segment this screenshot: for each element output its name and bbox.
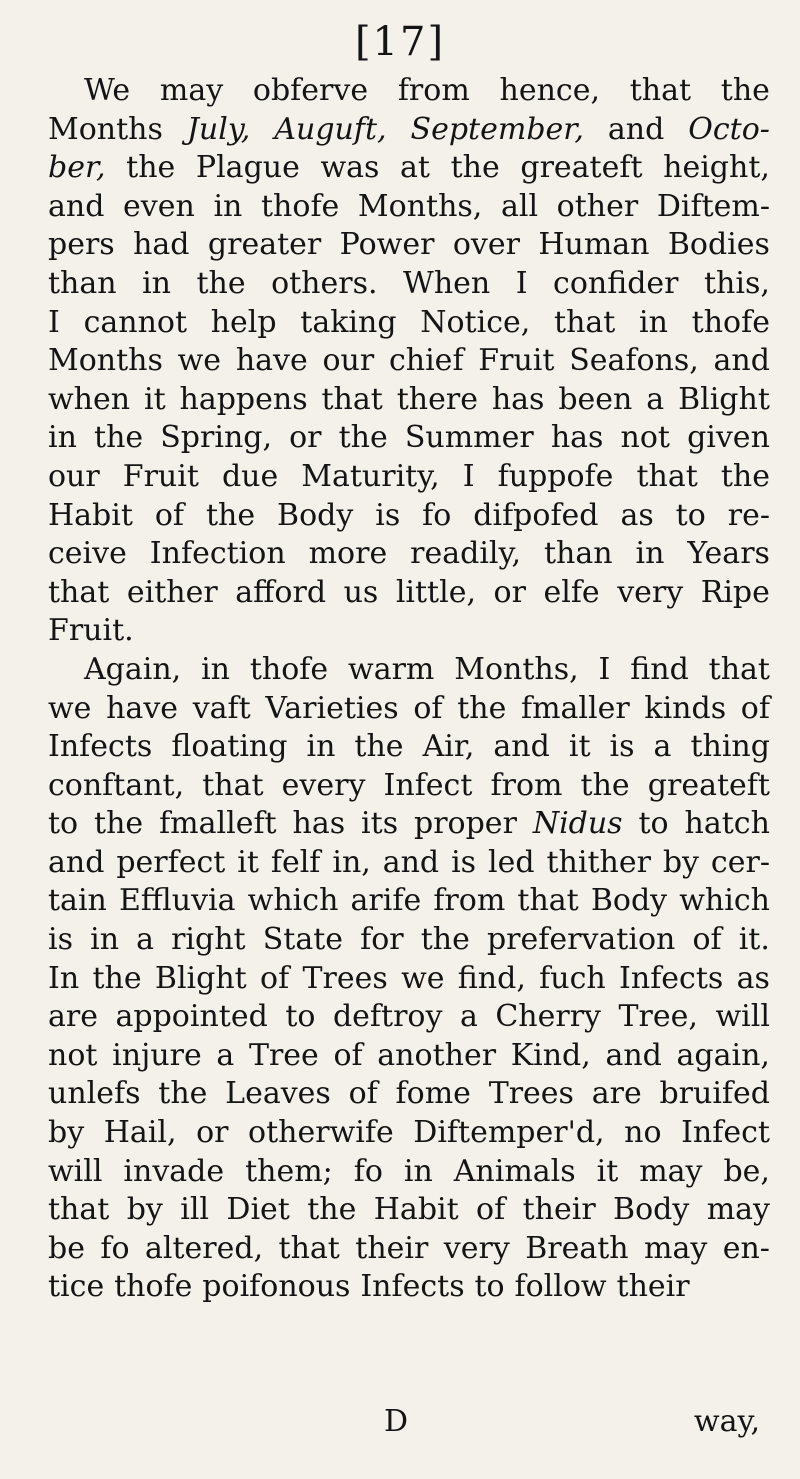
word: thofe <box>249 651 329 687</box>
word: fo <box>422 497 452 533</box>
word: in <box>635 536 665 572</box>
word: Months, <box>357 188 483 224</box>
word: in <box>639 304 668 340</box>
word: of <box>740 690 770 726</box>
word: the <box>580 767 630 803</box>
word: greateft <box>520 150 643 186</box>
word: In <box>48 960 80 996</box>
text-line <box>48 111 770 150</box>
word: its <box>361 806 399 842</box>
word: the <box>450 150 500 186</box>
word: Effluvia <box>118 883 236 919</box>
word: invade <box>123 1153 225 1189</box>
word: fuppofe <box>497 458 614 494</box>
word: Auguft, <box>274 111 387 147</box>
page-number: [17] <box>354 19 446 65</box>
text-line <box>48 72 770 111</box>
word: Months <box>48 111 163 147</box>
word: which <box>247 883 339 919</box>
word: Body <box>590 883 668 919</box>
word: more <box>308 536 388 572</box>
word: right <box>171 922 246 958</box>
text-line <box>48 690 770 729</box>
word: and <box>493 729 550 765</box>
word: a <box>646 381 665 417</box>
word: has <box>491 381 545 417</box>
word: may <box>159 73 224 108</box>
word: Leaves <box>225 1076 331 1112</box>
word: others. <box>271 265 378 301</box>
word: I <box>48 304 60 340</box>
word: Diftem- <box>656 188 770 224</box>
word: their <box>616 1269 690 1305</box>
word: Diftemper'd, <box>413 1115 605 1151</box>
word: when <box>48 381 131 417</box>
text-line <box>48 535 770 574</box>
word: the <box>457 690 507 726</box>
word: it <box>237 844 259 880</box>
word: thither <box>546 844 651 880</box>
text-line <box>48 612 770 651</box>
word: led <box>487 844 535 880</box>
word: fmalleft <box>159 806 277 842</box>
word: appointed <box>115 999 268 1035</box>
word: that <box>48 574 110 610</box>
word: their <box>522 1192 596 1228</box>
word: by <box>48 1115 85 1151</box>
word: thofe <box>114 1269 193 1305</box>
word: tice <box>48 1269 105 1305</box>
word: Kind, <box>510 1037 591 1073</box>
word: at <box>400 150 430 186</box>
word: that <box>202 767 264 803</box>
word: by <box>126 1192 163 1228</box>
word: Months, <box>454 651 579 687</box>
word: re- <box>727 497 770 533</box>
word: otherwife <box>248 1115 394 1151</box>
word: Animals <box>453 1153 576 1189</box>
word: Fruit <box>122 458 199 494</box>
word: will <box>715 999 770 1035</box>
word: this, <box>704 265 770 301</box>
word: ill <box>180 1192 210 1228</box>
word: and <box>382 844 440 880</box>
word: to <box>474 1269 505 1305</box>
word: our <box>322 343 375 379</box>
text-line <box>48 1037 770 1076</box>
word: unlefs <box>48 1076 141 1112</box>
word: that <box>517 883 579 919</box>
word: Hail, <box>103 1115 177 1151</box>
word: that <box>321 381 383 417</box>
text-line <box>48 728 770 767</box>
word: warm <box>348 651 435 687</box>
body-text <box>48 72 770 1307</box>
word: the <box>307 1192 357 1228</box>
word: arife <box>350 883 422 919</box>
word: fo <box>100 1230 130 1266</box>
word: given <box>687 420 770 456</box>
text-line <box>48 1230 770 1269</box>
word: and <box>48 844 105 880</box>
word: fuch <box>539 960 606 996</box>
word: Fruit. <box>48 613 134 649</box>
word: from <box>433 883 506 919</box>
word: bruifed <box>659 1076 770 1112</box>
word: Again, <box>84 651 182 687</box>
word: in <box>403 1153 433 1189</box>
text-line <box>48 1268 770 1307</box>
word: be <box>48 1230 85 1266</box>
word: or <box>289 420 322 456</box>
word: hence, <box>499 73 600 108</box>
word: height, <box>663 150 770 186</box>
word: little, <box>395 574 476 610</box>
word: Plague <box>195 150 300 186</box>
word: of <box>476 1192 506 1228</box>
text-line <box>48 651 770 690</box>
word: the <box>720 458 770 494</box>
word: and <box>607 111 665 147</box>
word: ber, <box>48 150 106 186</box>
word: en- <box>722 1230 770 1266</box>
word: has <box>292 806 346 842</box>
word: over <box>452 227 520 263</box>
text-line <box>48 419 770 458</box>
word: or <box>493 574 526 610</box>
word: in <box>213 188 243 224</box>
word: chief <box>388 343 464 379</box>
word: of <box>413 690 443 726</box>
word: that <box>636 458 698 494</box>
word: the <box>205 497 256 533</box>
word: every <box>281 767 366 803</box>
word: greater <box>207 227 322 263</box>
word: proper <box>414 806 517 842</box>
word: Years <box>687 536 770 572</box>
word: When <box>403 265 491 301</box>
word: it <box>568 729 591 765</box>
word: another <box>377 1037 497 1073</box>
word: other <box>556 188 639 224</box>
word: that <box>278 1230 340 1266</box>
text-line <box>48 149 770 188</box>
text-line <box>48 1114 770 1153</box>
word: it <box>596 1153 619 1189</box>
word: been <box>558 381 633 417</box>
word: Infects <box>48 729 153 765</box>
word: a <box>216 1037 235 1073</box>
word: follow <box>514 1269 607 1305</box>
word: perfect <box>116 844 226 880</box>
word: Body <box>277 497 354 533</box>
word: fo <box>353 1153 383 1189</box>
word: Diet <box>226 1192 290 1228</box>
word: poifonous <box>202 1269 351 1305</box>
word: obferve <box>252 73 369 108</box>
word: that <box>708 651 770 687</box>
word: cer- <box>710 844 770 880</box>
word: no <box>624 1115 662 1151</box>
word: thofe <box>691 304 770 340</box>
word: it. <box>738 922 770 958</box>
word: be, <box>723 1153 770 1189</box>
text-line <box>48 188 770 227</box>
word: very <box>617 574 684 610</box>
word: Trees <box>488 1076 574 1112</box>
word: or <box>196 1115 229 1151</box>
word: is <box>375 497 401 533</box>
word: Summer <box>404 420 534 456</box>
word: Cherry <box>495 999 602 1035</box>
text-line <box>48 805 770 844</box>
word: as <box>620 497 654 533</box>
word: is <box>451 844 477 880</box>
word: have <box>106 690 179 726</box>
word: Fruit <box>478 343 555 379</box>
word: September, <box>410 111 584 147</box>
text-line <box>48 921 770 960</box>
word: Blight <box>678 381 770 417</box>
word: again, <box>676 1037 770 1073</box>
word: help <box>210 304 277 340</box>
word: have <box>235 343 308 379</box>
word: Seafons, <box>569 343 699 379</box>
word: them; <box>245 1153 333 1189</box>
word: afford <box>235 574 327 610</box>
word: conftant, <box>48 767 185 803</box>
word: thing <box>690 729 770 765</box>
word: Ripe <box>700 574 770 610</box>
word: tain <box>48 883 107 919</box>
word: we <box>48 690 92 726</box>
word: may <box>706 1192 770 1228</box>
word: Habit <box>373 1192 459 1228</box>
word: had <box>133 227 190 263</box>
word: elfe <box>543 574 600 610</box>
word: Nidus <box>532 806 623 842</box>
word: find <box>630 651 689 687</box>
word: a <box>459 999 478 1035</box>
word: confider <box>553 265 679 301</box>
word: Habit <box>48 497 133 533</box>
word: that <box>48 1192 110 1228</box>
word: it <box>143 381 166 417</box>
word: in <box>48 420 77 456</box>
word: to <box>675 497 706 533</box>
word: Breath <box>525 1230 629 1266</box>
word: Air, <box>422 729 475 765</box>
word: of <box>692 922 722 958</box>
word: their <box>355 1230 429 1266</box>
word: in <box>142 265 171 301</box>
word: I <box>462 458 475 494</box>
word: that <box>554 304 616 340</box>
word: deftroy <box>332 999 443 1035</box>
word: greateft <box>647 767 770 803</box>
word: was <box>320 150 380 186</box>
word: not <box>620 420 670 456</box>
word: taking <box>300 304 397 340</box>
text-line <box>48 497 770 536</box>
word: State <box>262 922 344 958</box>
word: of <box>260 960 290 996</box>
word: the <box>354 729 404 765</box>
word: I <box>598 651 611 687</box>
word: to <box>48 806 79 842</box>
word: find, <box>457 960 526 996</box>
word: Trees <box>302 960 388 996</box>
word: very <box>443 1230 510 1266</box>
word: kinds <box>644 690 727 726</box>
text-line <box>48 1191 770 1230</box>
word: which <box>679 883 770 919</box>
word: Infects <box>619 960 724 996</box>
word: the <box>720 73 770 108</box>
word: are <box>48 999 98 1035</box>
word: by <box>662 844 699 880</box>
word: our <box>48 458 100 494</box>
word: and <box>713 343 770 379</box>
text-line <box>48 304 770 343</box>
word: for <box>360 922 404 958</box>
word: a <box>653 729 672 765</box>
word: may <box>644 1230 708 1266</box>
text-line <box>48 342 770 381</box>
text-line <box>48 844 770 883</box>
word: than <box>48 265 117 301</box>
word: happens <box>179 381 308 417</box>
text-line <box>48 574 770 613</box>
word: readily, <box>410 536 522 572</box>
word: Maturity, <box>301 458 440 494</box>
word: that <box>629 73 692 108</box>
text-line <box>48 1153 770 1192</box>
word: there <box>396 381 478 417</box>
word: we <box>177 343 222 379</box>
word: are <box>591 1076 642 1112</box>
word: the <box>126 150 176 186</box>
word: Infects <box>360 1269 465 1305</box>
word: Power <box>339 227 435 263</box>
word: Octo- <box>688 111 770 147</box>
word: in, <box>332 844 371 880</box>
word: cannot <box>83 304 188 340</box>
word: thofe <box>261 188 340 224</box>
word: floating <box>171 729 288 765</box>
word: not <box>48 1037 98 1073</box>
text-line <box>48 767 770 806</box>
word: and <box>605 1037 662 1073</box>
word: Body <box>613 1192 690 1228</box>
signature-mark: D <box>384 1404 409 1439</box>
word: We <box>84 73 131 108</box>
word: the <box>92 960 142 996</box>
word: felf <box>270 844 321 880</box>
word: Infection <box>149 536 286 572</box>
word: Notice, <box>420 304 531 340</box>
catchword: way, <box>693 1404 760 1439</box>
page-footer <box>0 1402 800 1442</box>
word: July, <box>186 111 251 147</box>
word: Infect <box>383 767 473 803</box>
word: ceive <box>48 536 127 572</box>
word: even <box>123 188 195 224</box>
word: I <box>515 265 528 301</box>
word: difpofed <box>473 497 599 533</box>
word: fmaller <box>521 690 630 726</box>
word: injure <box>112 1037 202 1073</box>
word: due <box>221 458 279 494</box>
word: to <box>638 806 669 842</box>
word: Spring, <box>160 420 273 456</box>
word: of <box>333 1037 363 1073</box>
word: in <box>90 922 120 958</box>
text-line <box>48 381 770 420</box>
text-line <box>48 882 770 921</box>
word: Human <box>538 227 650 263</box>
word: the <box>158 1076 208 1112</box>
word: will <box>48 1153 103 1189</box>
word: the <box>196 265 246 301</box>
text-line <box>48 998 770 1037</box>
word: hatch <box>684 806 770 842</box>
word: Tree, <box>618 999 698 1035</box>
word: is <box>609 729 635 765</box>
word: of <box>348 1076 378 1112</box>
word: Bodies <box>667 227 770 263</box>
word: pers <box>48 227 115 263</box>
word: altered, <box>144 1230 264 1266</box>
word: the <box>94 420 144 456</box>
text-line <box>48 458 770 497</box>
text-line <box>48 265 770 304</box>
word: is <box>48 922 73 958</box>
text-line <box>48 1075 770 1114</box>
word: and <box>48 188 105 224</box>
word: from <box>397 73 470 108</box>
word: to <box>285 999 316 1035</box>
word: us <box>343 574 379 610</box>
word: than <box>543 536 613 572</box>
word: from <box>490 767 563 803</box>
word: we <box>401 960 445 996</box>
word: vaft <box>192 690 251 726</box>
word: of <box>154 497 185 533</box>
word: may <box>639 1153 703 1189</box>
word: the <box>420 922 470 958</box>
word: all <box>500 188 539 224</box>
word: Varieties <box>265 690 399 726</box>
text-line <box>48 226 770 265</box>
word: the <box>94 806 144 842</box>
word: Blight <box>154 960 247 996</box>
word: in <box>306 729 336 765</box>
word: a <box>136 922 154 958</box>
word: the <box>338 420 388 456</box>
word: in <box>201 651 230 687</box>
word: Tree <box>248 1037 319 1073</box>
word: either <box>126 574 218 610</box>
word: prefervation <box>486 922 676 958</box>
word: Months <box>48 343 163 379</box>
text-line <box>48 960 770 999</box>
word: Infect <box>681 1115 770 1151</box>
word: fome <box>395 1076 471 1112</box>
word: as <box>736 960 770 996</box>
word: has <box>550 420 604 456</box>
